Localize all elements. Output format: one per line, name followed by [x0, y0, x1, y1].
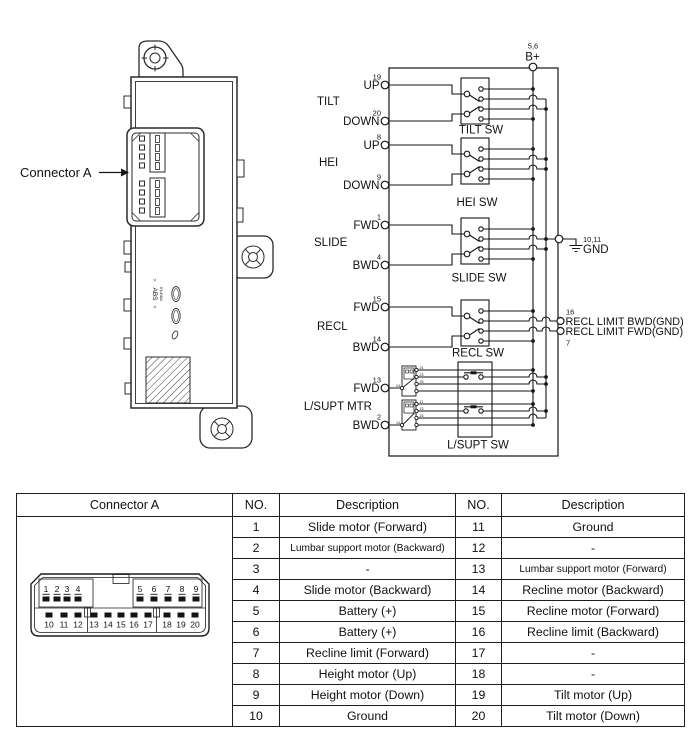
lsupt-pin2-dir: BWD	[352, 420, 380, 432]
pin-desc: Lumbar support motor (Forward)	[502, 559, 685, 580]
pin-desc: Recline motor (Backward)	[502, 580, 685, 601]
junction-dots	[531, 87, 548, 427]
svg-text:9: 9	[193, 584, 198, 594]
pin-desc: Slide motor (Backward)	[280, 580, 456, 601]
pin-no: 15	[456, 601, 502, 622]
pin-terminal-20	[381, 117, 389, 125]
gnd-label: GND	[583, 244, 609, 256]
svg-text:10: 10	[43, 619, 54, 630]
pin-no: 14	[456, 580, 502, 601]
header-desc-right: Description	[502, 494, 685, 517]
svg-text:13: 13	[88, 619, 99, 630]
svg-text:6: 6	[151, 584, 156, 594]
bplus-label: B+	[525, 51, 540, 64]
tilt-pin2-dir: DOWN	[343, 116, 380, 128]
pin-desc: Tilt motor (Down)	[502, 706, 685, 727]
tilt-pin2-num: 20	[372, 108, 381, 118]
slide-name: SLIDE	[314, 237, 348, 249]
gnd-terminal	[555, 235, 563, 243]
svg-text:15: 15	[419, 414, 424, 418]
lsupt-relay-1	[400, 366, 418, 396]
hei-pin2-num: 9	[376, 172, 381, 182]
recl-pin2-num: 14	[372, 334, 381, 344]
lsupt-limit-switch-2	[464, 405, 483, 413]
hei-sw-label: HEI SW	[456, 197, 498, 209]
pin-terminal-4	[381, 261, 389, 269]
hei-pin1-dir: UP	[363, 140, 380, 152]
recl-pin1-num: 15	[372, 294, 381, 304]
slide-pin2-num: 4	[376, 252, 381, 262]
pin-no: 8	[233, 664, 280, 685]
pin-no: 9	[233, 685, 280, 706]
pin-desc: -	[502, 643, 685, 664]
pin-desc: Height motor (Down)	[280, 685, 456, 706]
pin-desc: -	[280, 559, 456, 580]
tilt-name: TILT	[317, 96, 340, 108]
pin-desc: Recline motor (Forward)	[502, 601, 685, 622]
svg-text:21: 21	[419, 366, 424, 370]
svg-text:17: 17	[142, 619, 153, 630]
svg-text:15: 15	[115, 619, 126, 630]
pin-desc: Battery (+)	[280, 622, 456, 643]
svg-text:4: 4	[75, 584, 80, 594]
pin-desc: -	[502, 664, 685, 685]
relay-pin-numbers	[396, 366, 424, 425]
recl-limit-bottom-label: RECL LIMIT FWD(GND)	[565, 325, 684, 338]
marking-text-a: ABS	[151, 287, 158, 301]
pin-desc: Ground	[502, 517, 685, 538]
recl-pin1-dir: FWD	[353, 302, 380, 314]
pin-desc: Ground	[280, 706, 456, 727]
connector-pinout-table	[16, 493, 684, 727]
module-right-notch2	[237, 208, 243, 222]
hei-name: HEI	[319, 157, 339, 169]
svg-text:2: 2	[54, 584, 59, 594]
svg-text:8: 8	[179, 584, 184, 594]
pin-no: 16	[456, 622, 502, 643]
pin-terminal-9	[381, 181, 389, 189]
lsupt-relay-2	[400, 400, 418, 430]
recl-limit-top-num: 16	[566, 307, 575, 317]
table-header-row	[17, 494, 685, 517]
tilt-pin1-dir: UP	[363, 80, 380, 92]
pin-no: 3	[233, 559, 280, 580]
svg-text:11: 11	[59, 619, 68, 630]
circuit-labels	[304, 42, 684, 452]
pin-no: 1	[233, 517, 280, 538]
section-lsupt	[381, 362, 546, 437]
lsupt-sw-label: L/SUPT SW	[447, 439, 509, 452]
bplus-pin-nums: 5,6	[527, 41, 539, 51]
bottom-pin-row	[44, 613, 200, 630]
recl-limit-top-label: RECL LIMIT BWD(GND)	[565, 315, 684, 328]
bottom-screw-hole	[211, 418, 233, 440]
header-connector: Connector A	[17, 494, 233, 517]
svg-text:13: 13	[419, 407, 424, 411]
header-desc-left: Description	[280, 494, 456, 517]
marking-lt: <	[151, 305, 157, 309]
slide-pin1-num: 1	[376, 212, 381, 222]
lsupt-limit-switch-1	[464, 371, 483, 379]
recl-sw-label: RECL SW	[452, 347, 504, 360]
pin-desc: -	[502, 538, 685, 559]
pin-no: 4	[233, 580, 280, 601]
bplus-terminal	[529, 63, 537, 71]
pin-terminal-1	[381, 221, 389, 229]
hei-pin1-num: 8	[376, 132, 381, 142]
svg-text:23: 23	[419, 373, 424, 377]
marking-gt: >	[151, 278, 157, 282]
svg-text:20: 20	[189, 619, 200, 630]
pin-no: 10	[233, 706, 280, 727]
recl-limit-bottom-num: 7	[566, 338, 571, 348]
pin-desc: Recline limit (Backward)	[502, 622, 685, 643]
section-slide	[381, 218, 582, 269]
module-drawing	[124, 41, 273, 448]
pin-desc: Slide motor (Forward)	[280, 517, 456, 538]
pin-no: 7	[233, 643, 280, 664]
section-tilt	[381, 78, 546, 125]
tilt-pin1-num: 19	[372, 72, 381, 82]
svg-text:16: 16	[128, 619, 139, 630]
table-row	[17, 517, 685, 538]
hei-pin2-dir: DOWN	[343, 180, 380, 192]
tilt-sw-label: TILT SW	[458, 124, 504, 137]
marking-text-b: HYUNDAI	[159, 286, 163, 302]
pin-no: 13	[456, 559, 502, 580]
pin-desc: Height motor (Up)	[280, 664, 456, 685]
svg-text:14: 14	[102, 619, 113, 630]
svg-text:5: 5	[137, 584, 142, 594]
pin-desc: Battery (+)	[280, 601, 456, 622]
svg-text:1: 1	[43, 584, 48, 594]
pin-terminal-19	[381, 81, 389, 89]
pin-desc: Recline limit (Forward)	[280, 643, 456, 664]
pin-no: 18	[456, 664, 502, 685]
section-recl	[381, 300, 564, 351]
svg-text:7: 7	[165, 584, 170, 594]
lsupt-name: L/SUPT MTR	[303, 401, 372, 413]
pin-terminal-13	[381, 384, 389, 392]
recl-limit-fwd-terminal	[557, 328, 564, 335]
connector-pin-diagram	[18, 517, 232, 718]
module-top-tab	[139, 41, 183, 77]
connector-pin-diagram-cell	[17, 517, 233, 727]
lsupt-pin2-num: 2	[376, 412, 381, 422]
pin-no: 11	[456, 517, 502, 538]
gnd-symbol	[563, 239, 583, 252]
header-no-right: NO.	[456, 494, 502, 517]
pin-no: 5	[233, 601, 280, 622]
svg-text:19: 19	[175, 619, 186, 630]
pin-terminal-8	[381, 141, 389, 149]
pin-desc: Lumbar support motor (Backward)	[280, 538, 456, 559]
recl-limit-bwd-terminal	[557, 318, 564, 325]
section-hei	[381, 138, 546, 189]
lsupt-pin1-dir: FWD	[353, 383, 380, 395]
recl-pin2-dir: BWD	[352, 342, 380, 354]
pin-no: 12	[456, 538, 502, 559]
slide-sw-label: SLIDE SW	[451, 272, 507, 285]
connector-a-label: Connector A	[20, 165, 92, 180]
recl-name: RECL	[317, 321, 348, 333]
pin-no: 20	[456, 706, 502, 727]
svg-text:12: 12	[72, 619, 83, 630]
lsupt-pin1-num: 13	[372, 375, 381, 385]
pin-no: 17	[456, 643, 502, 664]
module-hatch-area	[146, 357, 190, 403]
pin-no: 2	[233, 538, 280, 559]
pin-no: 19	[456, 685, 502, 706]
slide-pin1-dir: FWD	[353, 220, 380, 232]
side-screw-hole	[242, 246, 264, 268]
svg-text:3: 3	[64, 584, 69, 594]
slide-pin2-dir: BWD	[352, 260, 380, 272]
module-right-notch	[237, 160, 244, 177]
svg-text:25: 25	[419, 380, 424, 384]
connector-a-callout	[20, 165, 129, 180]
pin-desc: Tilt motor (Up)	[502, 685, 685, 706]
svg-text:24: 24	[396, 383, 400, 388]
svg-text:14: 14	[396, 420, 400, 425]
svg-text:11: 11	[419, 400, 424, 404]
pin-terminal-15	[381, 303, 389, 311]
top-pin-row	[42, 584, 199, 602]
pin-terminal-2	[381, 421, 389, 429]
gnd-pin-nums: 10,11	[583, 235, 602, 244]
circuit-diagram	[381, 63, 582, 456]
svg-text:18: 18	[161, 619, 172, 630]
pin-terminal-14	[381, 343, 389, 351]
pin-no: 6	[233, 622, 280, 643]
header-no-left: NO.	[233, 494, 280, 517]
module-connector	[127, 128, 204, 226]
